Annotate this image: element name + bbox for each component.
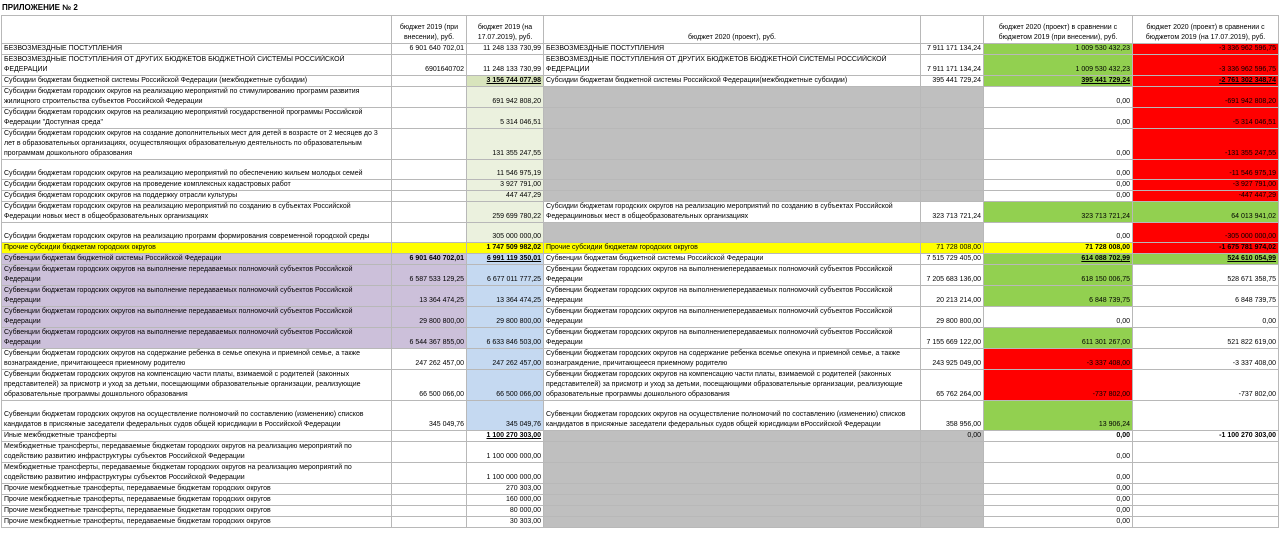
budget-2019-initial-cell: 6 544 367 855,00 xyxy=(392,328,467,349)
income-type-2019-cell: Субсидия бюджетам городских округов на поддержку отрасли культуры xyxy=(2,191,392,202)
diff-vs-current-cell xyxy=(1133,517,1279,528)
table-row xyxy=(2,286,1279,307)
budget-2019-current-cell: 1 100 000 000,00 xyxy=(467,442,544,463)
diff-vs-current-cell: -3 336 962 596,75 xyxy=(1133,44,1279,55)
budget-2019-initial-cell xyxy=(392,160,467,180)
income-type-2019-cell: Субсидии бюджетам бюджетной системы Российской Федерации (межбюджетные субсидии) xyxy=(2,76,392,87)
budget-2019-initial-cell xyxy=(392,180,467,191)
diff-vs-current-cell: 521 822 619,00 xyxy=(1133,328,1279,349)
diff-vs-initial-cell: 614 088 702,99 xyxy=(984,254,1133,265)
table-row xyxy=(2,180,1279,191)
income-type-2019-cell: Иные межбюджетные трансферты xyxy=(2,431,392,442)
income-type-2019-cell: Субвенции бюджетам городских округов на выполнение передаваемых полномочий субъектов Российской Федерации xyxy=(2,328,392,349)
budget-2019-initial-cell xyxy=(392,202,467,223)
budget-2019-initial-cell: 13 364 474,25 xyxy=(392,286,467,307)
budget-2019-initial-cell xyxy=(392,442,467,463)
budget-2020-project-cell xyxy=(921,191,984,202)
budget-2019-initial-cell xyxy=(392,191,467,202)
budget-2020-project-cell: 65 762 264,00 xyxy=(921,370,984,401)
header-income-type-2020 xyxy=(544,16,921,44)
budget-2019-current-cell: 131 355 247,55 xyxy=(467,129,544,160)
income-type-2020-cell xyxy=(544,442,921,463)
table-row xyxy=(2,431,1279,442)
budget-2019-initial-cell: 345 049,76 xyxy=(392,401,467,431)
income-type-2020-cell: БЕЗВОЗМЕЗДНЫЕ ПОСТУПЛЕНИЯ ОТ ДРУГИХ БЮДЖЕТОВ БЮДЖЕТНОЙ СИСТЕМЫ РОССИЙСКОЙ ФЕДЕРАЦИИ xyxy=(544,55,921,76)
budget-2019-initial-cell: 6 901 640 702,01 xyxy=(392,44,467,55)
budget-2020-project-cell: 358 956,00 xyxy=(921,401,984,431)
budget-2019-current-cell: 11 248 133 730,99 xyxy=(467,44,544,55)
budget-2019-current-cell: 1 100 000 000,00 xyxy=(467,463,544,484)
income-type-2020-cell: Субвенции бюджетам городских округов на компенсацию части платы, взимаемой с родителей (законных представителей) за присмотр и уход за детьми, посещающими образовательные организации, реализующие образовательные программы дошкольного образования xyxy=(544,370,921,401)
diff-vs-current-cell: -3 336 962 596,75 xyxy=(1133,55,1279,76)
diff-vs-current-cell: -3 337 408,00 xyxy=(1133,349,1279,370)
income-type-2019-cell: Межбюджетные трансферты, передаваемые бюджетам городских округов на реализацию мероприятий по содействию развитию инфраструктуры субъектов Российской Федерации xyxy=(2,463,392,484)
budget-2019-current-cell: 447 447,29 xyxy=(467,191,544,202)
table-row xyxy=(2,349,1279,370)
income-type-2019-cell: БЕЗВОЗМЕЗДНЫЕ ПОСТУПЛЕНИЯ xyxy=(2,44,392,55)
income-type-2020-cell xyxy=(544,87,921,108)
income-type-2020-cell: Субвенции бюджетам городских округов на содержание ребенка всемье опекуна и приемной семье, а также вознаграждение, причитающееся приемному родителю xyxy=(544,349,921,370)
table-row xyxy=(2,442,1279,463)
budget-2019-initial-cell xyxy=(392,129,467,160)
diff-vs-current-cell: -305 000 000,00 xyxy=(1133,223,1279,243)
diff-vs-current-cell: -1 100 270 303,00 xyxy=(1133,431,1279,442)
budget-2020-project-cell: 243 925 049,00 xyxy=(921,349,984,370)
table-row xyxy=(2,108,1279,129)
budget-2019-current-cell: 6 991 119 350,01 xyxy=(467,254,544,265)
budget-2020-project-cell xyxy=(921,87,984,108)
diff-vs-initial-cell: 0,00 xyxy=(984,108,1133,129)
diff-vs-current-cell: 528 671 358,75 xyxy=(1133,265,1279,286)
income-type-2019-cell: Субвенции бюджетам городских округов на выполнение передаваемых полномочий субъектов Российской Федерации xyxy=(2,286,392,307)
table-row xyxy=(2,55,1279,76)
table-row xyxy=(2,44,1279,55)
diff-vs-current-cell xyxy=(1133,463,1279,484)
diff-vs-current-cell xyxy=(1133,401,1279,431)
header-label: бюджет 2019 (при внесении), руб. xyxy=(399,24,459,41)
income-type-2019-cell: Субвенции бюджетам городских округов на осуществление полномочий по составлению (изменению) списков кандидатов в присяжные заседатели федеральных судов общей юрисдикции в Российской Федерации xyxy=(2,401,392,431)
budget-2020-project-cell xyxy=(921,506,984,517)
table-row xyxy=(2,87,1279,108)
income-type-2020-cell: БЕЗВОЗМЕЗДНЫЕ ПОСТУПЛЕНИЯ xyxy=(544,44,921,55)
diff-vs-initial-cell: 0,00 xyxy=(984,191,1133,202)
budget-2019-initial-cell xyxy=(392,76,467,87)
income-type-2019-cell: Субсидии бюджетам городских округов на реализацию программ формирования современной городской среды xyxy=(2,223,392,243)
income-type-2019-cell: БЕЗВОЗМЕЗДНЫЕ ПОСТУПЛЕНИЯ ОТ ДРУГИХ БЮДЖЕТОВ БЮДЖЕТНОЙ СИСТЕМЫ РОССИЙСКОЙ ФЕДЕРАЦИИ xyxy=(2,55,392,76)
income-type-2019-cell: Межбюджетные трансферты, передаваемые бюджетам городских округов на реализацию мероприятий по содействию развитию инфраструктуры субъектов Российской Федерации xyxy=(2,442,392,463)
budget-2020-project-cell: 7 155 669 122,00 xyxy=(921,328,984,349)
table-row xyxy=(2,202,1279,223)
budget-2019-initial-cell: 6 587 533 129,25 xyxy=(392,265,467,286)
income-type-2020-cell: Субвенции бюджетам городских округов на осуществление полномочий по составлению (изменению) списков кандидатов в присяжные заседатели федеральных судов общей юрисдикции вРоссийской Федерации xyxy=(544,401,921,431)
income-type-2020-cell xyxy=(544,484,921,495)
budget-2020-project-cell xyxy=(921,180,984,191)
income-type-2019-cell: Субсидии бюджетам городских округов на реализацию мероприятий по стимулированию программ развития жилищного строительства субъектов Российской Федерации xyxy=(2,87,392,108)
budget-2020-project-cell xyxy=(921,129,984,160)
budget-2019-current-cell: 80 000,00 xyxy=(467,506,544,517)
header-budget-2019-current xyxy=(467,16,544,44)
table-row xyxy=(2,191,1279,202)
diff-vs-initial-cell: 0,00 xyxy=(984,517,1133,528)
header-diff-vs-current xyxy=(1133,16,1279,44)
income-type-2020-cell xyxy=(544,463,921,484)
income-type-2020-cell: Субвенции бюджетам городских округов на выполнениепередаваемых полномочий субъектов Российской Федерации xyxy=(544,265,921,286)
budget-2019-current-cell: 3 927 791,00 xyxy=(467,180,544,191)
table-row xyxy=(2,506,1279,517)
diff-vs-current-cell: -1 675 781 974,02 xyxy=(1133,243,1279,254)
income-type-2020-cell xyxy=(544,108,921,129)
budget-2019-current-cell: 160 000,00 xyxy=(467,495,544,506)
table-row xyxy=(2,129,1279,160)
income-type-2019-cell: Субвенции бюджетам бюджетной системы Российской Федерации xyxy=(2,254,392,265)
budget-2019-initial-cell xyxy=(392,506,467,517)
budget-2020-project-cell: 395 441 729,24 xyxy=(921,76,984,87)
income-type-2020-cell xyxy=(544,160,921,180)
diff-vs-initial-cell: 618 150 006,75 xyxy=(984,265,1133,286)
diff-vs-initial-cell: -737 802,00 xyxy=(984,370,1133,401)
diff-vs-initial-cell: 323 713 721,24 xyxy=(984,202,1133,223)
budget-2019-current-cell: 247 262 457,00 xyxy=(467,349,544,370)
budget-2019-current-cell: 1 747 509 982,02 xyxy=(467,243,544,254)
table-row xyxy=(2,463,1279,484)
diff-vs-current-cell xyxy=(1133,495,1279,506)
budget-2019-initial-cell xyxy=(392,223,467,243)
header-budget-2020-project xyxy=(921,16,984,44)
diff-vs-initial-cell: 1 009 530 432,23 xyxy=(984,55,1133,76)
diff-vs-initial-cell: 1 009 530 432,23 xyxy=(984,44,1133,55)
budget-2019-initial-cell: 247 262 457,00 xyxy=(392,349,467,370)
table-row xyxy=(2,307,1279,328)
budget-2019-current-cell: 66 500 066,00 xyxy=(467,370,544,401)
budget-2019-current-cell: 691 942 808,20 xyxy=(467,87,544,108)
header-label: бюджет 2020 (проект), руб. xyxy=(688,34,776,41)
diff-vs-initial-cell: 0,00 xyxy=(984,506,1133,517)
diff-vs-initial-cell: 395 441 729,24 xyxy=(984,76,1133,87)
budget-2020-project-cell xyxy=(921,484,984,495)
table-row xyxy=(2,495,1279,506)
diff-vs-initial-cell: 0,00 xyxy=(984,223,1133,243)
table-row xyxy=(2,328,1279,349)
income-type-2020-cell xyxy=(544,517,921,528)
header-label: бюджет 2020 (проект) в сравнении с бюджетом 2019 (на 17.07.2019), руб. xyxy=(1145,24,1266,41)
diff-vs-initial-cell: 0,00 xyxy=(984,87,1133,108)
table-row xyxy=(2,160,1279,180)
table-row xyxy=(2,243,1279,254)
diff-vs-initial-cell: 0,00 xyxy=(984,160,1133,180)
diff-vs-current-cell xyxy=(1133,442,1279,463)
income-type-2020-cell xyxy=(544,506,921,517)
sheet-title: ПРИЛОЖЕНИЕ № 2 xyxy=(2,3,78,12)
budget-2019-current-cell: 11 546 975,19 xyxy=(467,160,544,180)
diff-vs-initial-cell: 0,00 xyxy=(984,484,1133,495)
income-type-2020-cell: Субвенции бюджетам бюджетной системы Российской Федерации xyxy=(544,254,921,265)
budget-2019-current-cell: 6 633 846 503,00 xyxy=(467,328,544,349)
diff-vs-initial-cell: 0,00 xyxy=(984,495,1133,506)
budget-2020-project-cell: 29 800 800,00 xyxy=(921,307,984,328)
budget-2020-project-cell xyxy=(921,108,984,129)
income-type-2020-cell: Субсидии бюджетам городских округов на реализацию мероприятий по созданию в субъектах Российской Федерацииновых мест в общеобразовательных организациях xyxy=(544,202,921,223)
diff-vs-initial-cell: 0,00 xyxy=(984,442,1133,463)
diff-vs-initial-cell: 0,00 xyxy=(984,431,1133,442)
diff-vs-current-cell xyxy=(1133,484,1279,495)
diff-vs-current-cell: -447 447,29 xyxy=(1133,191,1279,202)
table-row xyxy=(2,517,1279,528)
budget-2019-initial-cell xyxy=(392,243,467,254)
diff-vs-current-cell: -2 761 302 348,74 xyxy=(1133,76,1279,87)
budget-2019-initial-cell xyxy=(392,463,467,484)
income-type-2019-cell: Субсидии бюджетам городских округов на реализацию мероприятий по созданию в субъектах Российской Федерации новых мест в общеобразовательных организациях xyxy=(2,202,392,223)
diff-vs-current-cell: -3 927 791,00 xyxy=(1133,180,1279,191)
diff-vs-initial-cell: 0,00 xyxy=(984,463,1133,484)
income-type-2020-cell: Субсидии бюджетам бюджетной системы Российской Федерации(межбюджетные субсидии) xyxy=(544,76,921,87)
budget-2019-current-cell: 29 800 800,00 xyxy=(467,307,544,328)
budget-2020-project-cell: 7 911 171 134,24 xyxy=(921,44,984,55)
budget-2019-initial-cell xyxy=(392,517,467,528)
diff-vs-current-cell: -11 546 975,19 xyxy=(1133,160,1279,180)
diff-vs-current-cell: -737 802,00 xyxy=(1133,370,1279,401)
budget-2019-initial-cell xyxy=(392,431,467,442)
budget-2019-current-cell: 305 000 000,00 xyxy=(467,223,544,243)
income-type-2019-cell: Субвенции бюджетам городских округов на компенсацию части платы, взимаемой с родителей (законных представителей) за присмотр и уход за детьми, посещающими образовательные организации, реализующие образовательные программы дошкольного образования xyxy=(2,370,392,401)
budget-2020-project-cell xyxy=(921,442,984,463)
income-type-2019-cell: Субвенции бюджетам городских округов на содержание ребенка в семье опекуна и приемной семье, а также вознаграждение, причитающееся приемному родителю xyxy=(2,349,392,370)
budget-2019-current-cell: 270 303,00 xyxy=(467,484,544,495)
table-row xyxy=(2,370,1279,401)
diff-vs-initial-cell: 71 728 008,00 xyxy=(984,243,1133,254)
diff-vs-initial-cell: 0,00 xyxy=(984,180,1133,191)
diff-vs-initial-cell: 6 848 739,75 xyxy=(984,286,1133,307)
budget-2020-project-cell: 7 515 729 405,00 xyxy=(921,254,984,265)
budget-2020-project-cell xyxy=(921,223,984,243)
income-type-2019-cell: Прочие межбюджетные трансферты, передаваемые бюджетам городских округов xyxy=(2,517,392,528)
income-type-2019-cell: Субвенции бюджетам городских округов на выполнение передаваемых полномочий субъектов Российской Федерации xyxy=(2,307,392,328)
income-type-2019-cell: Субсидии бюджетам городских округов на реализацию мероприятий по обеспечению жильем молодых семей xyxy=(2,160,392,180)
income-type-2020-cell xyxy=(544,180,921,191)
table-row xyxy=(2,76,1279,87)
budget-2020-project-cell: 0,00 xyxy=(921,431,984,442)
diff-vs-current-cell: -131 355 247,55 xyxy=(1133,129,1279,160)
budget-2019-initial-cell xyxy=(392,484,467,495)
budget-2020-project-cell: 7 911 171 134,24 xyxy=(921,55,984,76)
diff-vs-initial-cell: 611 301 267,00 xyxy=(984,328,1133,349)
header-diff-vs-initial xyxy=(984,16,1133,44)
budget-2019-initial-cell xyxy=(392,495,467,506)
income-type-2020-cell xyxy=(544,495,921,506)
income-type-2019-cell: Субсидии бюджетам городских округов на проведение комплексных кадастровых работ xyxy=(2,180,392,191)
budget-2020-project-cell xyxy=(921,495,984,506)
diff-vs-initial-cell: 13 906,24 xyxy=(984,401,1133,431)
table-row xyxy=(2,223,1279,243)
budget-2020-project-cell xyxy=(921,517,984,528)
income-type-2020-cell: Субвенции бюджетам городских округов на выполнениепередаваемых полномочий субъектов Российской Федерации xyxy=(544,286,921,307)
budget-2020-project-cell xyxy=(921,160,984,180)
budget-2020-project-cell xyxy=(921,463,984,484)
income-type-2020-cell xyxy=(544,191,921,202)
diff-vs-current-cell: 6 848 739,75 xyxy=(1133,286,1279,307)
table-row xyxy=(2,484,1279,495)
diff-vs-current-cell: 0,00 xyxy=(1133,307,1279,328)
budget-2019-initial-cell: 6901640702 xyxy=(392,55,467,76)
budget-2020-project-cell: 20 213 214,00 xyxy=(921,286,984,307)
table-row xyxy=(2,401,1279,431)
budget-table xyxy=(1,15,1279,528)
income-type-2019-cell: Субсидии бюджетам городских округов на создание дополнительных мест для детей в возрасте от 2 месяцев до 3 лет в образовательных организациях, осуществляющих образовательную деятельность по образовательным программам дошкольного образования xyxy=(2,129,392,160)
budget-2019-initial-cell xyxy=(392,108,467,129)
budget-2019-initial-cell: 66 500 066,00 xyxy=(392,370,467,401)
header-label: бюджет 2020 (проект) в сравнении с бюджетом 2019 (при внесении), руб. xyxy=(998,24,1118,41)
budget-2020-project-cell: 7 205 683 136,00 xyxy=(921,265,984,286)
diff-vs-current-cell: 64 013 941,02 xyxy=(1133,202,1279,223)
income-type-2020-cell xyxy=(544,431,921,442)
budget-2019-current-cell: 11 248 133 730,99 xyxy=(467,55,544,76)
budget-2019-current-cell: 13 364 474,25 xyxy=(467,286,544,307)
diff-vs-initial-cell: -3 337 408,00 xyxy=(984,349,1133,370)
income-type-2020-cell xyxy=(544,129,921,160)
budget-2019-current-cell: 345 049,76 xyxy=(467,401,544,431)
header-budget-2019-initial xyxy=(392,16,467,44)
income-type-2020-cell: Прочие субсидии бюджетам городских округов xyxy=(544,243,921,254)
income-type-2019-cell: Прочие межбюджетные трансферты, передаваемые бюджетам городских округов xyxy=(2,506,392,517)
income-type-2020-cell: Субвенции бюджетам городских округов на выполнениепередаваемых полномочий субъектов Российской Федерации xyxy=(544,307,921,328)
budget-2019-current-cell: 1 100 270 303,00 xyxy=(467,431,544,442)
budget-2020-project-cell: 71 728 008,00 xyxy=(921,243,984,254)
budget-2019-current-cell: 30 303,00 xyxy=(467,517,544,528)
budget-2019-current-cell: 6 677 011 777,25 xyxy=(467,265,544,286)
income-type-2019-cell: Прочие межбюджетные трансферты, передаваемые бюджетам городских округов xyxy=(2,495,392,506)
income-type-2019-cell: Прочие субсидии бюджетам городских округов xyxy=(2,243,392,254)
budget-2019-current-cell: 5 314 046,51 xyxy=(467,108,544,129)
income-type-2019-cell: Прочие межбюджетные трансферты, передаваемые бюджетам городских округов xyxy=(2,484,392,495)
income-type-2020-cell: Субвенции бюджетам городских округов на выполнениепередаваемых полномочий субъектов Российской Федерации xyxy=(544,328,921,349)
diff-vs-current-cell: -691 942 808,20 xyxy=(1133,87,1279,108)
table-row xyxy=(2,265,1279,286)
budget-2019-current-cell: 259 699 780,22 xyxy=(467,202,544,223)
budget-2020-project-cell: 323 713 721,24 xyxy=(921,202,984,223)
budget-2019-current-cell: 3 156 744 077,98 xyxy=(467,76,544,87)
diff-vs-current-cell: 524 610 054,99 xyxy=(1133,254,1279,265)
budget-2019-initial-cell: 6 901 640 702,01 xyxy=(392,254,467,265)
income-type-2019-cell: Субсидии бюджетам городских округов на реализацию мероприятий государственной программы Российской Федерации "Доступная среда" xyxy=(2,108,392,129)
income-type-2019-cell: Субвенции бюджетам городских округов на выполнение передаваемых полномочий субъектов Российской Федерации xyxy=(2,265,392,286)
diff-vs-initial-cell: 0,00 xyxy=(984,307,1133,328)
header-label: бюджет 2019 (на 17.07.2019), руб. xyxy=(477,24,533,41)
income-type-2020-cell xyxy=(544,223,921,243)
header-row xyxy=(2,16,1279,44)
budget-2019-initial-cell: 29 800 800,00 xyxy=(392,307,467,328)
diff-vs-current-cell: -5 314 046,51 xyxy=(1133,108,1279,129)
table-row xyxy=(2,254,1279,265)
diff-vs-current-cell xyxy=(1133,506,1279,517)
budget-2019-initial-cell xyxy=(392,87,467,108)
header-income-type-2019 xyxy=(2,16,392,44)
diff-vs-initial-cell: 0,00 xyxy=(984,129,1133,160)
